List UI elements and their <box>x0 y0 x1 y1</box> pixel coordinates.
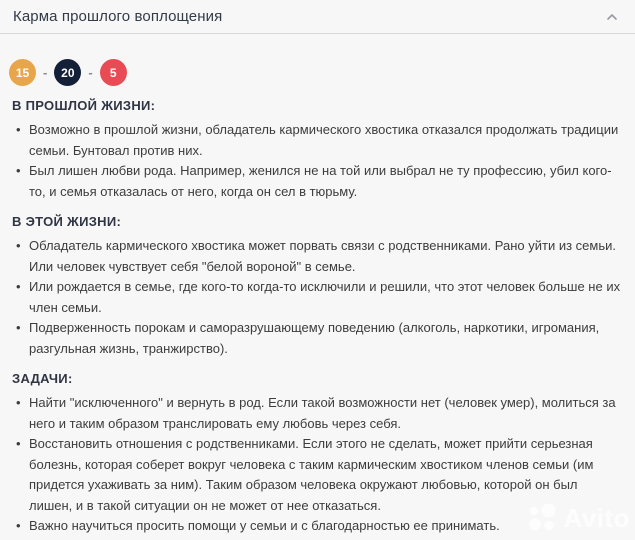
past-life-list <box>12 120 621 202</box>
badge-separator: - <box>43 65 48 80</box>
section-heading-this-life: В ЭТОЙ ЖИЗНИ: <box>12 214 122 229</box>
badge-separator: - <box>88 65 93 80</box>
badge-5: 5 <box>100 59 127 86</box>
list-item: • Подверженность порокам и саморазрушающему поведению (алкоголь, наркотики, игромания, разгульная жизнь, транжирство). <box>29 318 621 359</box>
list-item: • Важно научиться просить помощи у семьи и с благодарностью ее принимать. <box>29 516 621 537</box>
list-item: • Восстановить отношения с родственниками. Если этого не сделать, может прийти серьезная болезнь, которая соберет вокруг человека с таким кармическим хвостиком членов семьи (им придется ухаживать за ним). Таким образом человека окружают любовью, которой он был лишен, и в такой ситуации он не может от нее отказаться. <box>29 434 621 516</box>
avito-watermark-text: Avito <box>563 502 630 533</box>
section-heading-past-life: В ПРОШЛОЙ ЖИЗНИ: <box>12 98 156 113</box>
this-life-list <box>12 236 621 359</box>
accordion-header[interactable] <box>0 0 635 33</box>
list-item: • Был лишен любви рода. Например, женился не на той или выбрал не ту профессию, убил кого-то, и семья отказалась от него, когда он сел в тюрьму. <box>29 161 621 202</box>
karma-badges-row <box>9 59 635 86</box>
header-divider <box>0 33 635 34</box>
tasks-list <box>12 393 621 537</box>
list-item: • Найти "исключенного" и вернуть в род. Если такой возможности нет (человек умер), молиться за него и таким образом транслировать ему любовь через себя. <box>29 393 621 434</box>
list-item: • Обладатель кармического хвостика может порвать связи с родственниками. Рано уйти из семьи. Или человек чувствует себя "белой вороной" в семье. <box>29 236 621 277</box>
badge-20: 20 <box>54 59 81 86</box>
chevron-up-icon[interactable] <box>605 10 619 24</box>
list-item: • Или рождается в семье, где кого-то когда-то исключили и решили, что этот человек больше не их член семьи. <box>29 277 621 318</box>
accordion-title: Карма прошлого воплощения <box>13 8 223 25</box>
accordion-content <box>0 98 635 537</box>
badge-15: 15 <box>9 59 36 86</box>
list-item: • Возможно в прошлой жизни, обладатель кармического хвостика отказался продолжать традиции семьи. Бунтовал против них. <box>29 120 621 161</box>
section-heading-tasks: ЗАДАЧИ: <box>12 371 73 386</box>
